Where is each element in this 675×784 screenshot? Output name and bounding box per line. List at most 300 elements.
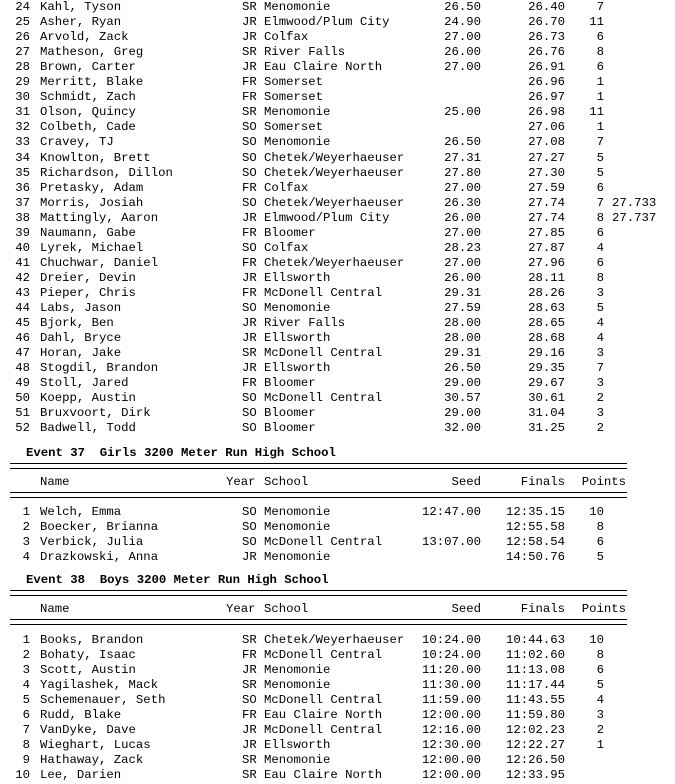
points-cell: 5 — [596, 165, 604, 180]
school-cell: Bloomer — [264, 225, 316, 240]
seed-cell: 11:20.00 — [421, 663, 481, 678]
place-cell: 26 — [15, 30, 30, 45]
finals-cell: 28.68 — [528, 331, 565, 346]
points-cell: 11 — [589, 15, 604, 30]
seed-cell: 11:59.00 — [421, 693, 481, 708]
points-cell: 5 — [596, 678, 604, 693]
finals-cell: 28.11 — [528, 270, 565, 285]
seed-cell: 27.00 — [444, 60, 481, 75]
points-cell: 6 — [596, 255, 604, 270]
finals-cell: 26.98 — [528, 105, 565, 120]
year-cell: JR — [242, 210, 257, 225]
place-cell: 30 — [15, 90, 30, 105]
school-cell: Bloomer — [264, 421, 316, 436]
place-cell: 5 — [22, 693, 30, 708]
points-cell: 10 — [589, 633, 604, 647]
athlete-name-cell: Olson, Quincy — [40, 105, 136, 120]
athlete-name-cell: Lyrek, Michael — [40, 240, 144, 255]
finals-cell: 29.67 — [528, 376, 565, 391]
points-cell: 6 — [596, 30, 604, 45]
column-header-school: School — [264, 475, 309, 489]
seed-cell: 28.00 — [444, 316, 481, 331]
place-cell: 3 — [22, 535, 30, 550]
place-cell: 9 — [22, 753, 30, 768]
finals-cell: 11:17.44 — [505, 678, 565, 693]
finals-cell: 11:59.80 — [505, 708, 565, 723]
seed-cell: 26.00 — [444, 210, 481, 225]
place-cell: 37 — [15, 195, 30, 210]
seed-cell: 25.00 — [444, 105, 481, 120]
points-cell: 8 — [596, 648, 604, 663]
seed-cell: 27.31 — [444, 150, 481, 165]
column-header-points: Points — [581, 602, 626, 616]
school-cell: Bloomer — [264, 406, 316, 421]
tiebreak-cell: 27.733 — [612, 195, 657, 210]
place-cell: 34 — [15, 150, 30, 165]
divider-double — [10, 619, 627, 625]
finals-cell: 27.59 — [528, 180, 565, 195]
seed-cell: 32.00 — [444, 421, 481, 436]
school-cell: Menomonie — [264, 678, 331, 693]
school-cell: Elmwood/Plum City — [264, 15, 390, 30]
athlete-name-cell: Stogdil, Brandon — [40, 361, 159, 376]
finals-cell: 29.16 — [528, 346, 565, 361]
place-cell: 50 — [15, 391, 30, 406]
seed-cell: 28.23 — [444, 240, 481, 255]
finals-cell: 11:02.60 — [505, 648, 565, 663]
place-cell: 32 — [15, 120, 30, 135]
school-cell: Menomonie — [264, 0, 331, 14]
athlete-name-cell: Schmidt, Zach — [40, 90, 136, 105]
athlete-name-cell: Rudd, Blake — [40, 708, 122, 723]
athlete-name-cell: Cravey, TJ — [40, 135, 114, 150]
seed-cell: 27.00 — [444, 255, 481, 270]
points-cell: 1 — [596, 738, 604, 753]
points-cell: 7 — [596, 0, 604, 14]
athlete-name-cell: Chuchwar, Daniel — [40, 255, 159, 270]
school-cell: Chetek/Weyerhaeuser — [264, 150, 405, 165]
school-cell: Eau Claire North — [264, 768, 383, 783]
column-header-year: Year — [226, 602, 256, 616]
points-cell: 1 — [596, 120, 604, 135]
finals-cell: 26.91 — [528, 60, 565, 75]
year-cell: SR — [242, 0, 257, 14]
athlete-name-cell: Bohaty, Isaac — [40, 648, 136, 663]
points-cell: 7 — [596, 135, 604, 150]
seed-cell: 26.50 — [444, 0, 481, 14]
finals-cell: 27.96 — [528, 255, 565, 270]
finals-cell: 27.27 — [528, 150, 565, 165]
athlete-name-cell: Arvold, Zack — [40, 30, 129, 45]
points-cell: 4 — [596, 240, 604, 255]
school-cell: Eau Claire North — [264, 60, 383, 75]
school-cell: Chetek/Weyerhaeuser — [264, 633, 405, 647]
athlete-name-cell: Kahl, Tyson — [40, 0, 122, 14]
finals-cell: 14:50.76 — [505, 550, 565, 565]
athlete-name-cell: Yagilashek, Mack — [40, 678, 159, 693]
place-cell: 8 — [22, 738, 30, 753]
school-cell: Menomonie — [264, 663, 331, 678]
place-cell: 3 — [22, 663, 30, 678]
finals-cell: 26.73 — [528, 30, 565, 45]
divider-double — [10, 463, 627, 469]
finals-cell: 26.70 — [528, 15, 565, 30]
year-cell: SO — [242, 406, 257, 421]
points-cell: 11 — [589, 105, 604, 120]
finals-cell: 12:22.27 — [505, 738, 565, 753]
seed-cell: 27.00 — [444, 30, 481, 45]
seed-cell: 12:00.00 — [421, 708, 481, 723]
year-cell: SR — [242, 346, 257, 361]
points-cell: 2 — [596, 723, 604, 738]
athlete-name-cell: Morris, Josiah — [40, 195, 144, 210]
place-cell: 42 — [15, 270, 30, 285]
seed-cell: 30.57 — [444, 391, 481, 406]
seed-cell: 26.50 — [444, 361, 481, 376]
event-title-text: Event 37 Girls 3200 Meter Run High School — [26, 446, 336, 460]
year-cell: SO — [242, 120, 257, 135]
year-cell: SO — [242, 240, 257, 255]
school-cell: Menomonie — [264, 520, 331, 535]
place-cell: 2 — [22, 648, 30, 663]
finals-cell: 26.40 — [528, 0, 565, 14]
school-cell: McDonell Central — [264, 648, 383, 663]
athlete-name-cell: Matheson, Greg — [40, 45, 144, 60]
finals-cell: 31.25 — [528, 421, 565, 436]
athlete-name-cell: Verbick, Julia — [40, 535, 144, 550]
finals-cell: 27.74 — [528, 195, 565, 210]
place-cell: 2 — [22, 520, 30, 535]
column-header-finals: Finals — [520, 602, 565, 616]
place-cell: 47 — [15, 346, 30, 361]
athlete-name-cell: Richardson, Dillon — [40, 165, 173, 180]
place-cell: 6 — [22, 708, 30, 723]
school-cell: Ellsworth — [264, 270, 331, 285]
place-cell: 31 — [15, 105, 30, 120]
place-cell: 4 — [22, 550, 30, 565]
finals-cell: 11:43.55 — [505, 693, 565, 708]
points-cell: 8 — [596, 210, 604, 225]
school-cell: McDonell Central — [264, 346, 383, 361]
seed-cell: 12:16.00 — [421, 723, 481, 738]
place-cell: 1 — [22, 505, 30, 519]
year-cell: SR — [242, 633, 257, 647]
school-cell: Menomonie — [264, 301, 331, 315]
seed-cell: 12:30.00 — [421, 738, 481, 753]
place-cell: 52 — [15, 421, 30, 436]
year-cell: FR — [242, 75, 257, 90]
athlete-name-cell: Wieghart, Lucas — [40, 738, 151, 753]
seed-cell: 27.80 — [444, 165, 481, 180]
points-cell: 1 — [596, 75, 604, 90]
column-header-points: Points — [581, 475, 626, 489]
athlete-name-cell: Dreier, Devin — [40, 270, 136, 285]
school-cell: McDonell Central — [264, 391, 383, 406]
school-cell: Somerset — [264, 120, 324, 135]
points-cell: 6 — [596, 60, 604, 75]
finals-cell: 27.85 — [528, 225, 565, 240]
seed-cell: 29.00 — [444, 406, 481, 421]
school-cell: Menomonie — [264, 753, 331, 768]
finals-cell: 26.97 — [528, 90, 565, 105]
seed-cell: 26.00 — [444, 45, 481, 60]
athlete-name-cell: Knowlton, Brett — [40, 150, 151, 165]
year-cell: JR — [242, 331, 257, 346]
year-cell: SO — [242, 505, 257, 519]
finals-cell: 12:02.23 — [505, 723, 565, 738]
year-cell: JR — [242, 316, 257, 331]
year-cell: FR — [242, 180, 257, 195]
school-cell: Chetek/Weyerhaeuser — [264, 255, 405, 270]
column-header-school: School — [264, 602, 309, 616]
seed-cell: 24.90 — [444, 15, 481, 30]
athlete-name-cell: Boecker, Brianna — [40, 520, 159, 535]
place-cell: 38 — [15, 210, 30, 225]
place-cell: 48 — [15, 361, 30, 376]
seed-cell: 11:30.00 — [421, 678, 481, 693]
points-cell: 1 — [596, 90, 604, 105]
athlete-name-cell: Bjork, Ben — [40, 316, 114, 331]
year-cell: SO — [242, 165, 257, 180]
school-cell: Colfax — [264, 180, 309, 195]
year-cell: JR — [242, 270, 257, 285]
school-cell: Ellsworth — [264, 361, 331, 376]
finals-cell: 27.06 — [528, 120, 565, 135]
seed-cell: 29.00 — [444, 376, 481, 391]
points-cell: 6 — [596, 535, 604, 550]
year-cell: SO — [242, 693, 257, 708]
finals-cell: 28.63 — [528, 301, 565, 315]
place-cell: 51 — [15, 406, 30, 421]
place-cell: 27 — [15, 45, 30, 60]
year-cell: FR — [242, 376, 257, 391]
place-cell: 28 — [15, 60, 30, 75]
place-cell: 39 — [15, 225, 30, 240]
seed-cell: 12:00.00 — [421, 753, 481, 768]
athlete-name-cell: VanDyke, Dave — [40, 723, 136, 738]
column-header-finals: Finals — [520, 475, 565, 489]
school-cell: Eau Claire North — [264, 708, 383, 723]
year-cell: SO — [242, 421, 257, 436]
school-cell: McDonell Central — [264, 693, 383, 708]
points-cell: 5 — [596, 301, 604, 315]
seed-cell: 29.31 — [444, 346, 481, 361]
school-cell: Bloomer — [264, 376, 316, 391]
points-cell: 2 — [596, 391, 604, 406]
year-cell: SR — [242, 678, 257, 693]
finals-cell: 12:55.58 — [505, 520, 565, 535]
points-cell: 6 — [596, 663, 604, 678]
place-cell: 35 — [15, 165, 30, 180]
place-cell: 49 — [15, 376, 30, 391]
year-cell: SR — [242, 105, 257, 120]
athlete-name-cell: Dahl, Bryce — [40, 331, 122, 346]
year-cell: JR — [242, 60, 257, 75]
athlete-name-cell: Mattingly, Aaron — [40, 210, 159, 225]
school-cell: Ellsworth — [264, 331, 331, 346]
points-cell: 3 — [596, 285, 604, 300]
athlete-name-cell: Welch, Emma — [40, 505, 122, 519]
seed-cell: 26.30 — [444, 195, 481, 210]
athlete-name-cell: Pieper, Chris — [40, 285, 136, 300]
points-cell: 3 — [596, 346, 604, 361]
seed-cell: 10:24.00 — [421, 633, 481, 647]
finals-cell: 28.65 — [528, 316, 565, 331]
athlete-name-cell: Pretasky, Adam — [40, 180, 144, 195]
finals-cell: 12:35.15 — [505, 505, 565, 519]
points-cell: 2 — [596, 421, 604, 436]
seed-cell: 12:47.00 — [421, 505, 481, 519]
year-cell: JR — [242, 723, 257, 738]
athlete-name-cell: Colbeth, Cade — [40, 120, 136, 135]
school-cell: Colfax — [264, 30, 309, 45]
place-cell: 40 — [15, 240, 30, 255]
athlete-name-cell: Hathaway, Zack — [40, 753, 144, 768]
year-cell: SO — [242, 135, 257, 150]
place-cell: 7 — [22, 723, 30, 738]
place-cell: 43 — [15, 285, 30, 300]
year-cell: JR — [242, 30, 257, 45]
points-cell: 6 — [596, 225, 604, 240]
athlete-name-cell: Books, Brandon — [40, 633, 144, 647]
finals-cell: 12:26.50 — [505, 753, 565, 768]
year-cell: SR — [242, 45, 257, 60]
year-cell: JR — [242, 738, 257, 753]
points-cell: 8 — [596, 520, 604, 535]
points-cell: 8 — [596, 45, 604, 60]
points-cell: 4 — [596, 693, 604, 708]
school-cell: Chetek/Weyerhaeuser — [264, 195, 405, 210]
finals-cell: 26.96 — [528, 75, 565, 90]
finals-cell: 12:58.54 — [505, 535, 565, 550]
points-cell: 3 — [596, 406, 604, 421]
finals-cell: 12:33.95 — [505, 768, 565, 783]
year-cell: SO — [242, 391, 257, 406]
points-cell: 7 — [596, 361, 604, 376]
year-cell: JR — [242, 361, 257, 376]
year-cell: FR — [242, 285, 257, 300]
seed-cell: 12:00.00 — [421, 768, 481, 783]
points-cell: 4 — [596, 331, 604, 346]
finals-cell: 27.74 — [528, 210, 565, 225]
column-header-year: Year — [226, 475, 256, 489]
school-cell: McDonell Central — [264, 723, 383, 738]
seed-cell: 27.59 — [444, 301, 481, 315]
school-cell: Menomonie — [264, 505, 331, 519]
finals-cell: 27.87 — [528, 240, 565, 255]
finals-cell: 26.76 — [528, 45, 565, 60]
school-cell: Menomonie — [264, 135, 331, 150]
finals-cell: 30.61 — [528, 391, 565, 406]
column-header-seed: Seed — [451, 602, 481, 616]
year-cell: SO — [242, 520, 257, 535]
place-cell: 24 — [15, 0, 30, 14]
school-cell: Chetek/Weyerhaeuser — [264, 165, 405, 180]
points-cell: 4 — [596, 316, 604, 331]
tiebreak-cell: 27.737 — [612, 210, 657, 225]
year-cell: JR — [242, 15, 257, 30]
school-cell: River Falls — [264, 316, 346, 331]
year-cell: SO — [242, 195, 257, 210]
athlete-name-cell: Brown, Carter — [40, 60, 136, 75]
year-cell: SR — [242, 753, 257, 768]
athlete-name-cell: Koepp, Austin — [40, 391, 136, 406]
athlete-name-cell: Naumann, Gabe — [40, 225, 136, 240]
year-cell: JR — [242, 550, 257, 565]
seed-cell: 28.00 — [444, 331, 481, 346]
column-header-seed: Seed — [451, 475, 481, 489]
school-cell: River Falls — [264, 45, 346, 60]
column-header-name: Name — [40, 602, 70, 616]
year-cell: SO — [242, 301, 257, 315]
place-cell: 33 — [15, 135, 30, 150]
school-cell: Ellsworth — [264, 738, 331, 753]
finals-cell: 27.08 — [528, 135, 565, 150]
school-cell: Menomonie — [264, 105, 331, 120]
athlete-name-cell: Badwell, Todd — [40, 421, 136, 436]
divider-double — [10, 590, 627, 596]
school-cell: Colfax — [264, 240, 309, 255]
year-cell: SR — [242, 768, 257, 783]
finals-cell: 11:13.08 — [505, 663, 565, 678]
event-title-text: Event 38 Boys 3200 Meter Run High School — [26, 573, 329, 587]
school-cell: McDonell Central — [264, 285, 383, 300]
points-cell: 8 — [596, 270, 604, 285]
year-cell: FR — [242, 648, 257, 663]
column-header-name: Name — [40, 475, 70, 489]
athlete-name-cell: Labs, Jason — [40, 301, 122, 315]
athlete-name-cell: Merritt, Blake — [40, 75, 144, 90]
place-cell: 45 — [15, 316, 30, 331]
points-cell: 5 — [596, 550, 604, 565]
points-cell: 3 — [596, 376, 604, 391]
place-cell: 44 — [15, 301, 30, 315]
place-cell: 36 — [15, 180, 30, 195]
finals-cell: 31.04 — [528, 406, 565, 421]
seed-cell: 26.00 — [444, 270, 481, 285]
place-cell: 1 — [22, 633, 30, 647]
school-cell: McDonell Central — [264, 535, 383, 550]
place-cell: 25 — [15, 15, 30, 30]
seed-cell: 13:07.00 — [421, 535, 481, 550]
place-cell: 41 — [15, 255, 30, 270]
school-cell: Elmwood/Plum City — [264, 210, 390, 225]
seed-cell: 26.50 — [444, 135, 481, 150]
points-cell: 7 — [596, 195, 604, 210]
points-cell: 10 — [589, 505, 604, 519]
seed-cell: 29.31 — [444, 285, 481, 300]
year-cell: FR — [242, 255, 257, 270]
points-cell: 5 — [596, 150, 604, 165]
year-cell: FR — [242, 225, 257, 240]
place-cell: 46 — [15, 331, 30, 346]
place-cell: 4 — [22, 678, 30, 693]
year-cell: FR — [242, 708, 257, 723]
place-cell: 10 — [15, 768, 30, 783]
divider-double — [10, 492, 627, 498]
school-cell: Somerset — [264, 90, 324, 105]
seed-cell: 10:24.00 — [421, 648, 481, 663]
athlete-name-cell: Horan, Jake — [40, 346, 122, 361]
athlete-name-cell: Stoll, Jared — [40, 376, 129, 391]
year-cell: JR — [242, 663, 257, 678]
school-cell: Somerset — [264, 75, 324, 90]
athlete-name-cell: Schemenauer, Seth — [40, 693, 166, 708]
finals-cell: 27.30 — [528, 165, 565, 180]
finals-cell: 29.35 — [528, 361, 565, 376]
points-cell: 3 — [596, 708, 604, 723]
place-cell: 29 — [15, 75, 30, 90]
